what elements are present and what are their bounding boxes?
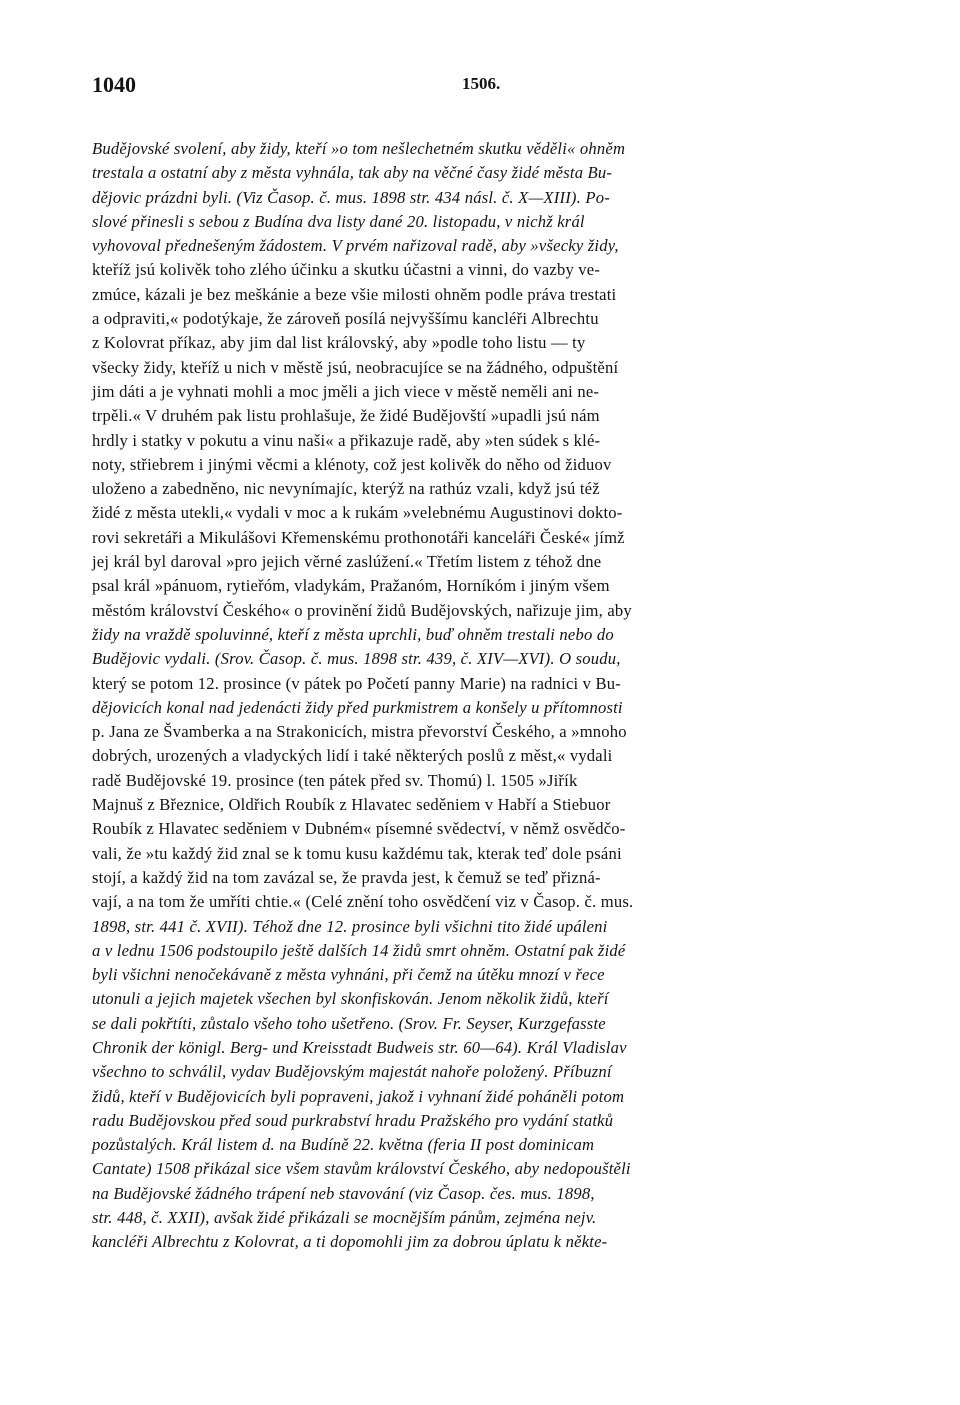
text-line: jej král byl daroval »pro jejich věrné zaslúžení.« Třetím listem z téhož dne xyxy=(92,552,602,572)
text-line: městóm království Českého« o provinění židů Budějovských, nařizuje jim, aby xyxy=(92,600,632,620)
text-line: jim dáti a je vyhnati mohli a moc jměli a jich viece v městě neměli ani ne- xyxy=(92,381,600,401)
text-line: radě Budějovské 19. prosince (ten pátek před sv. Thomú) l. 1505 »Jiřík xyxy=(92,770,578,790)
text-line: rovi sekretáři a Mikulášovi Křemenskému prothonotáři kanceláři České« jímž xyxy=(92,527,625,547)
text-line: str. 448, č. XXII), avšak židé přikázali se mocnějším pánům, zejména nejv. xyxy=(92,1208,597,1228)
text-line: všechno to schválil, vydav Budějovským majestát nahoře položený. Příbuzní xyxy=(92,1062,612,1082)
text-line: kancléři Albrechtu z Kolovrat, a ti dopomohli jim za dobrou úplatu k někte- xyxy=(92,1232,608,1252)
text-line: dobrých, urozených a vladyckých lidí i také některých poslů z měst,« vydali xyxy=(92,746,613,766)
text-line: vají, a na tom že umříti chtie.« (Celé znění toho osvědčení viz v Časop. č. mus. xyxy=(92,892,634,912)
text-line: zmúce, kázali je bez meškánie a beze všie milosti ohněm podle práva trestati xyxy=(92,284,617,304)
text-line: stojí, a každý žid na tom zavázal se, že pravda jest, k čemuž se teď přizná- xyxy=(92,867,601,887)
text-line: trestala a ostatní aby z města vyhnála, tak aby na věčné časy židé města Bu- xyxy=(92,163,613,183)
text-line: noty, střiebrem i jinými věcmi a klénoty, což jest kolivěk do něho od židuov xyxy=(92,454,612,474)
text-line: byli všichni nenočekávaně z města vyhnáni, při čemž na útěku mnozí v řece xyxy=(92,965,605,985)
text-line: který se potom 12. prosince (v pátek po Početí panny Marie) na radnici v Bu- xyxy=(92,673,622,693)
text-line: dějovic prázdni byli. (Viz Časop. č. mus. 1898 str. 434 násl. č. X—XIII). Po- xyxy=(92,187,610,207)
text-line: radu Budějovskou před soud purkrabství hradu Pražského pro vydání statků xyxy=(92,1110,614,1130)
text-line: dějovicích konal nad jedenácti židy před purkmistrem a konšely u přítomnosti xyxy=(92,697,623,717)
text-line: 1898, str. 441 č. XVII). Téhož dne 12. prosince byli všichni tito židé upáleni xyxy=(92,916,608,936)
text-line: na Budějovské žádného trápení neb stavování (viz Časop. čes. mus. 1898, xyxy=(92,1183,595,1203)
running-head-year: 1506. xyxy=(462,74,501,93)
text-line: židé z města utekli,« vydali v moc a k rukám »velebnému Augustinovi dokto- xyxy=(92,503,623,523)
text-line: trpěli.« V druhém pak listu prohlašuje, že židé Budějovští »upadli jsú nám xyxy=(92,406,600,426)
text-line: Budějovské svolení, aby židy, kteří »o tom nešlechetném skutku věděli« ohněm xyxy=(92,139,626,158)
text-line: všecky židy, kteříž u nich v městě jsú, neobracujíce se na žádného, odpuštění xyxy=(92,357,619,377)
text-line: a v lednu 1506 podstoupilo ještě dalších 14 židů smrt ohněm. Ostatní pak židé xyxy=(92,940,626,960)
text-line: židy na vraždě spoluvinné, kteří z města uprchli, buď ohněm trestali nebo do xyxy=(92,624,614,644)
text-line: Budějovic vydali. (Srov. Časop. č. mus. 1898 str. 439, č. XIV—XVI). O soudu, xyxy=(92,649,621,669)
text-line: vyhovoval přednešeným žádostem. V prvém nařizoval radě, aby »všecky židy, xyxy=(92,236,619,256)
text-line: se dali pokřtíti, zůstalo všeho toho ušetřeno. (Srov. Fr. Seyser, Kurzgefasste xyxy=(92,1013,606,1033)
text-line: Majnuš z Březnice, Oldřich Roubík z Hlavatec seděniem v Habří a Stiebuor xyxy=(92,795,611,815)
text-line: vali, že »tu každý žid znal se k tomu kusu každému tak, kterak teď dole psáni xyxy=(92,843,622,863)
text-line: p. Jana ze Švamberka a na Strakonicích, mistra převorství Českého, a »mnoho xyxy=(92,722,627,742)
text-line: a odpraviti,« podotýkaje, že zároveň posílá nejvyššímu kancléři Albrechtu xyxy=(92,309,599,329)
text-line: pozůstalých. Král listem d. na Budíně 22. května (feria II post dominicam xyxy=(92,1135,595,1155)
text-line: Roubík z Hlavatec seděniem v Dubném« písemné svědectví, v němž osvědčo- xyxy=(92,819,626,839)
page-number: 1040 xyxy=(92,72,136,97)
text-line: utonuli a jejich majetek všechen byl skonfiskován. Jenom několik židů, kteří xyxy=(92,989,609,1009)
text-line: uloženo a zabedněno, nic nevynímajíc, kterýž na rathúz vzali, když jsú též xyxy=(92,479,600,499)
text-line: Cantate) 1508 přikázal sice všem stavům království Českého, aby nedopouštěli xyxy=(92,1159,631,1179)
text-line: slové přinesli s sebou z Budína dva listy dané 20. listopadu, v nichž král xyxy=(92,211,585,231)
page-header xyxy=(92,72,872,104)
body-text xyxy=(92,137,872,1255)
text-line: Chronik der königl. Berg- und Kreisstadt Budweis str. 60—64). Král Vladislav xyxy=(92,1037,627,1057)
text-line: kteříž jsú kolivěk toho zlého účinku a skutku účastni a vinni, do vazby ve- xyxy=(92,260,601,280)
text-line: hrdly i statky v pokutu a vinu naši« a přikazuje radě, aby »ten súdek s klé- xyxy=(92,430,601,450)
text-line: psal král »pánuom, rytieřóm, vladykám, Pražanóm, Horníkóm i jiným všem xyxy=(92,576,610,596)
text-line: židů, kteří v Budějovicích byli popraveni, jakož i vyhnaní židé poháněli potom xyxy=(92,1086,625,1106)
text-line: z Kolovrat příkaz, aby jim dal list královský, aby »podle toho listu — ty xyxy=(92,333,586,353)
